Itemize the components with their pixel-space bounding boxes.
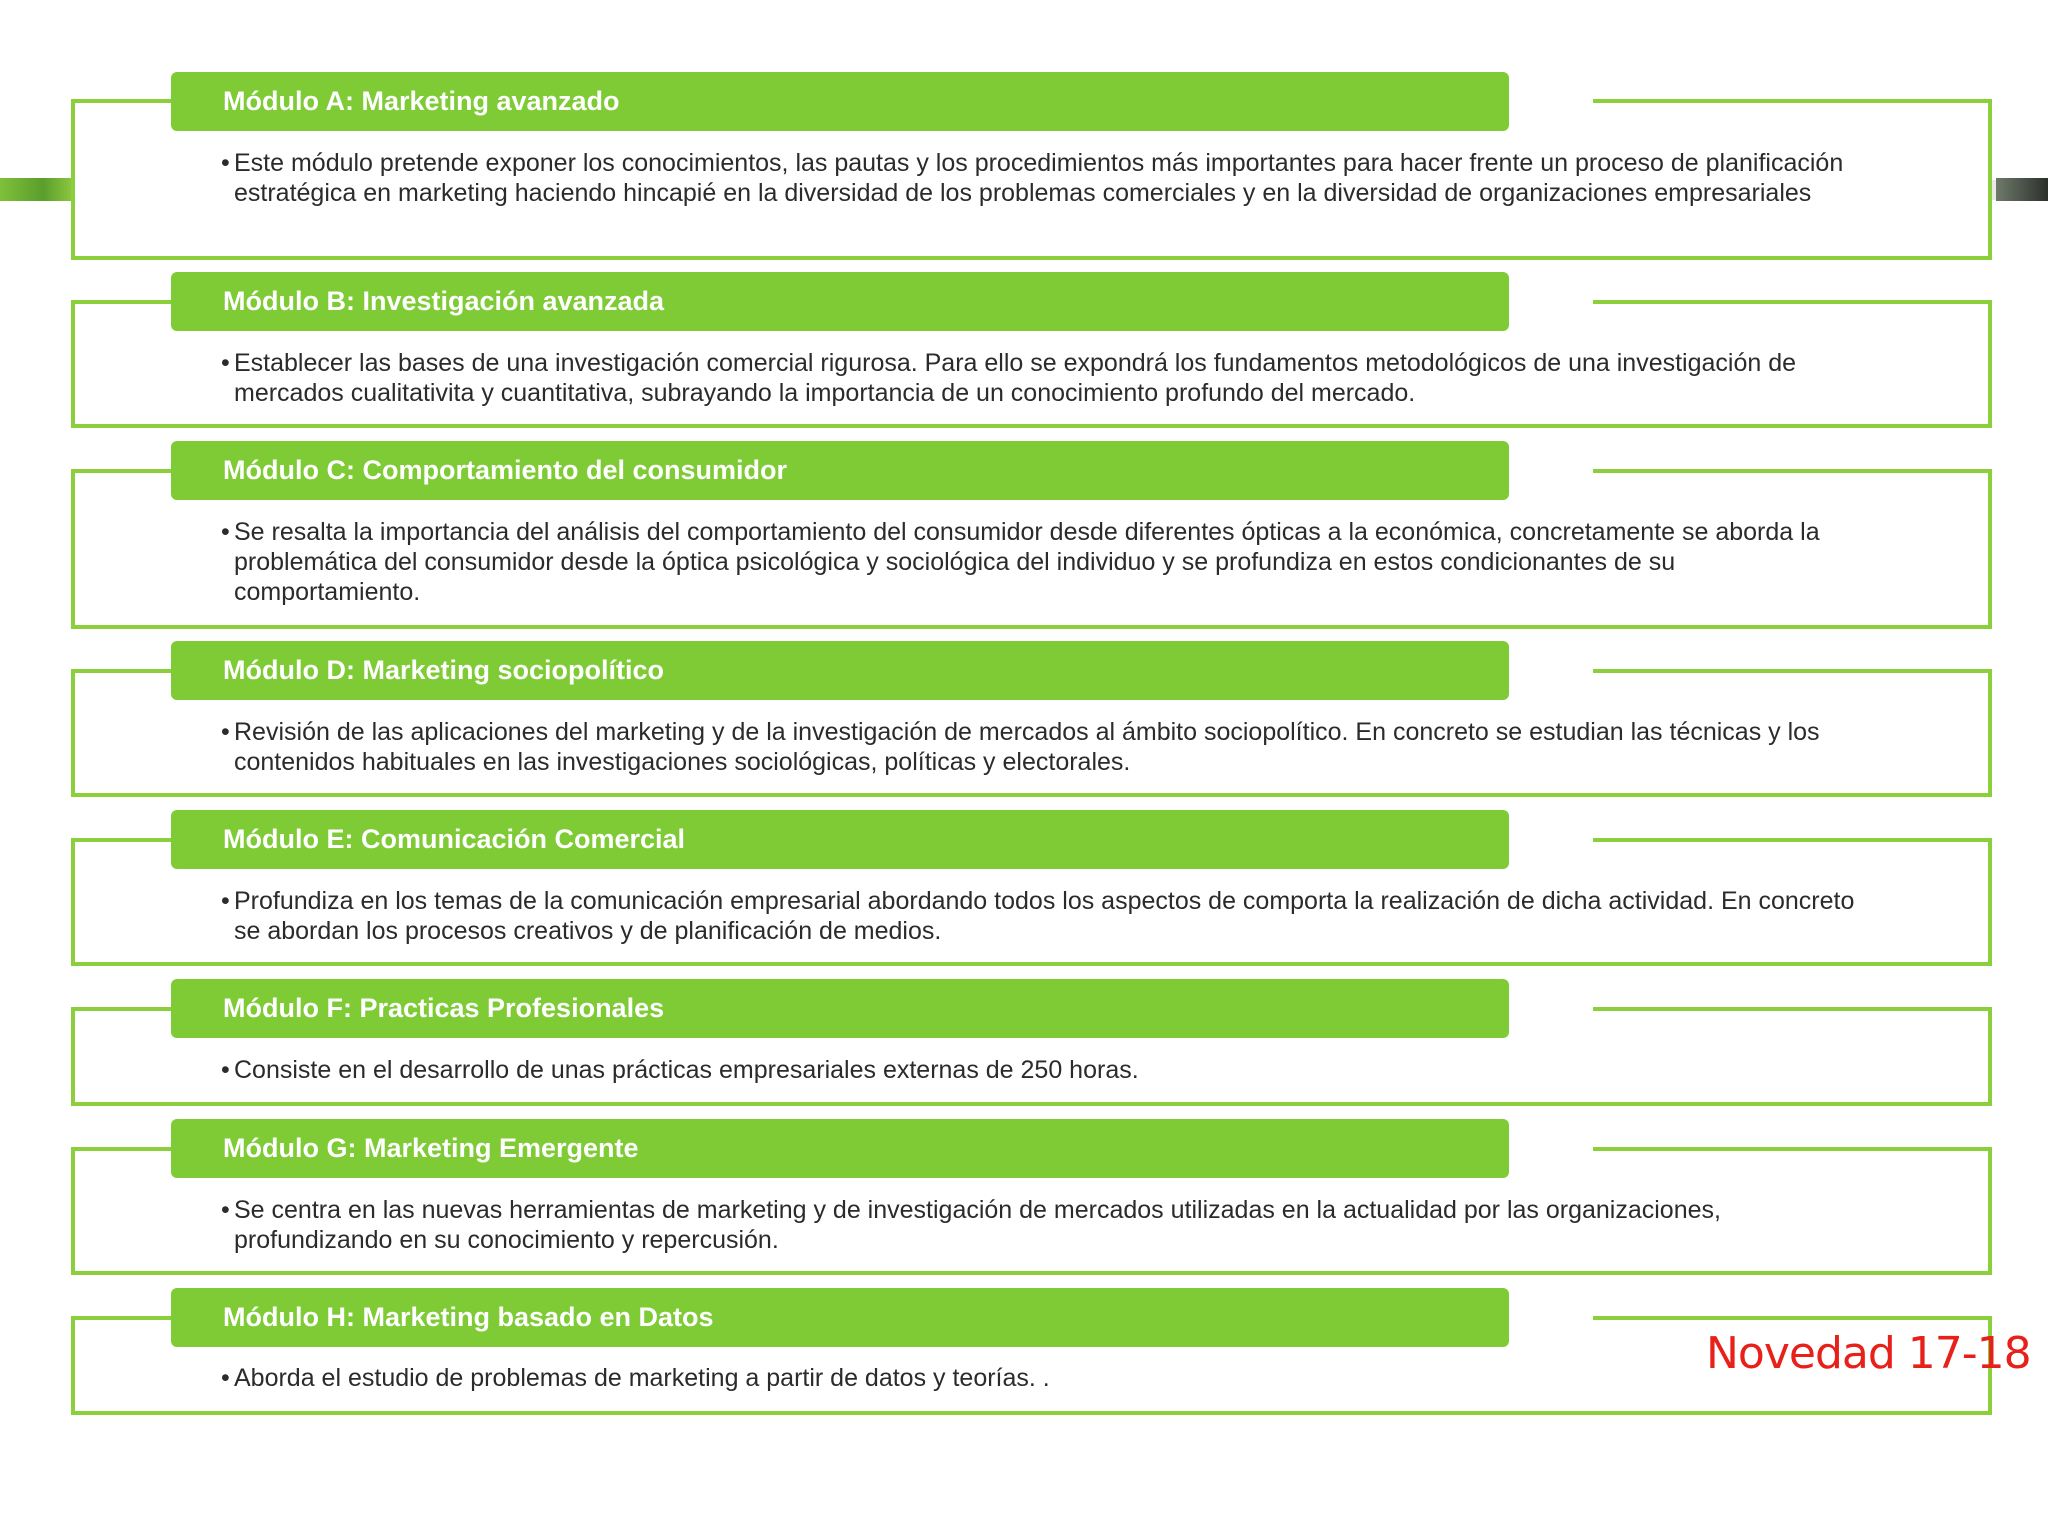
module-description bbox=[221, 1363, 1861, 1393]
module-description-text: Se centra en las nuevas herramientas de marketing y de investigación de mercados utilizadas en la actualidad por las organizaciones, profundizando en su conocimiento y repercusión. bbox=[234, 1196, 1721, 1254]
module-title: Módulo C: Comportamiento del consumidor bbox=[171, 441, 1509, 500]
module-title: Módulo E: Comunicación Comercial bbox=[171, 810, 1509, 869]
module-description-text: Establecer las bases de una investigación comercial rigurosa. Para ello se expondrá los fundamentos metodológicos de una investigación de mercados cualitativita y cuantitativa, subrayando la importancia de un conocimiento profundo del mercado. bbox=[234, 349, 1797, 407]
module-title: Módulo F: Practicas Profesionales bbox=[171, 979, 1509, 1038]
module-title: Módulo H: Marketing basado en Datos bbox=[171, 1288, 1509, 1347]
bullet: • bbox=[221, 149, 230, 177]
module-title: Módulo B: Investigación avanzada bbox=[171, 272, 1509, 331]
module-title: Módulo A: Marketing avanzado bbox=[171, 72, 1509, 131]
bullet: • bbox=[221, 887, 230, 915]
bullet: • bbox=[221, 1056, 230, 1084]
bullet: • bbox=[221, 349, 230, 377]
module-title: Módulo G: Marketing Emergente bbox=[171, 1119, 1509, 1178]
novelty-label: Novedad 17-18 bbox=[1706, 1328, 2031, 1379]
module-description-text: Se resalta la importancia del análisis del comportamiento del consumidor desde diferentes ópticas a la económica, concretamente se aborda la problemática del consumidor desde la óptica psicológica y sociológica del individuo y se profundiza en estos condicionantes de su comportamiento. bbox=[234, 518, 1820, 606]
module-description-text: Aborda el estudio de problemas de marketing a partir de datos y teorías. . bbox=[234, 1364, 1050, 1392]
decorative-stripe-left bbox=[0, 178, 72, 201]
module-description bbox=[221, 148, 1861, 208]
module-description bbox=[221, 886, 1861, 946]
module-title: Módulo D: Marketing sociopolítico bbox=[171, 641, 1509, 700]
decorative-stripe-right bbox=[1996, 178, 2048, 201]
bullet: • bbox=[221, 518, 230, 546]
module-description-text: Consiste en el desarrollo de unas prácticas empresariales externas de 250 horas. bbox=[234, 1056, 1139, 1084]
module-description-text: Profundiza en los temas de la comunicación empresarial abordando todos los aspectos de comporta la realización de dicha actividad. En concreto se abordan los procesos creativos y de planificación de medios. bbox=[234, 887, 1855, 945]
module-description bbox=[221, 717, 1861, 777]
module-description bbox=[221, 348, 1861, 408]
module-description bbox=[221, 1055, 1861, 1085]
bullet: • bbox=[221, 1196, 230, 1224]
module-description bbox=[221, 1195, 1861, 1255]
module-description-text: Este módulo pretende exponer los conocimientos, las pautas y los procedimientos más importantes para hacer frente un proceso de planificación estratégica en marketing haciendo hincapié en la diversidad de los problemas comerciales y en la diversidad de organizaciones empresariales bbox=[234, 149, 1844, 207]
bullet: • bbox=[221, 1364, 230, 1392]
module-description-text: Revisión de las aplicaciones del marketing y de la investigación de mercados al ámbito sociopolítico. En concreto se estudian las técnicas y los contenidos habituales en las investigaciones sociológicas, políticas y electorales. bbox=[234, 718, 1820, 776]
bullet: • bbox=[221, 718, 230, 746]
module-description bbox=[221, 517, 1861, 607]
